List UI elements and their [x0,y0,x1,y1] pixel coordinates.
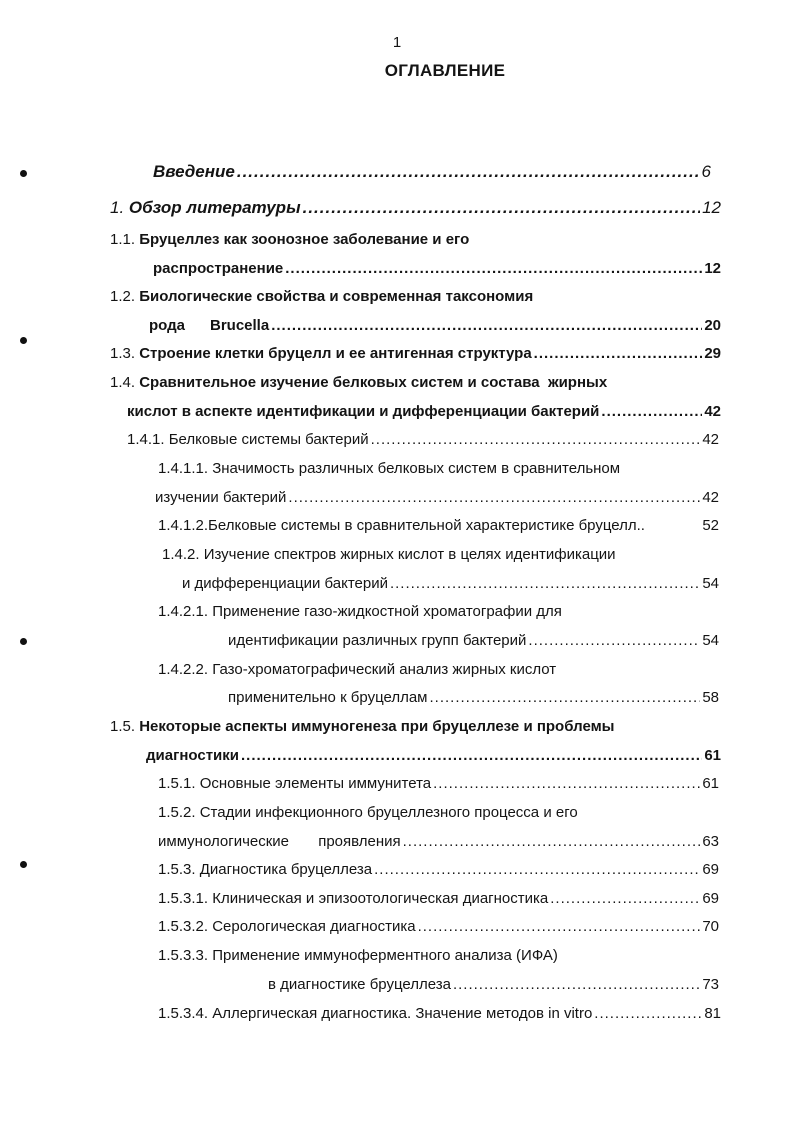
leader-dots [430,689,701,706]
toc-entry-1-1-cont[interactable] [153,260,721,277]
toc-entry-number: 1.5. [110,718,136,735]
toc-entry-text: Строение клетки бруцелл и ее антигенная структура [139,345,532,362]
toc-entry-text: 1.4.1. Белковые системы бактерий [127,431,369,448]
toc-page-number: 73 [702,976,719,993]
toc-entry-1-4-1-1[interactable] [158,460,620,477]
toc-entry-1-4-2-2[interactable] [158,661,556,678]
toc-page-number: 81 [704,1005,721,1022]
toc-page-number: 12 [704,260,721,277]
toc-page-number: 58 [702,689,719,706]
toc-page-number: 61 [704,747,721,764]
toc-page-number: 52 [702,517,719,534]
toc-page-number: 12 [702,198,721,217]
toc-entry-1-5-3-2[interactable] [158,918,719,935]
toc-entry-intro[interactable] [153,162,711,182]
toc-entry-text: 1.4.1.1. Значимость различных белковых систем в сравнительном [158,460,621,477]
toc-entry-1-5-2[interactable] [158,804,578,821]
toc-page-number: 69 [702,861,719,878]
toc-entry-number: 1.4. [110,374,136,391]
page-title: ОГЛАВЛЕНИЕ [384,61,506,80]
toc-entry-text: 1.4.2. Изучение спектров жирных кислот в целях идентификации [162,546,616,563]
toc-entry-1-2[interactable] [110,288,533,305]
toc-entry-1-3[interactable] [110,345,721,362]
leader-dots [271,317,702,334]
toc-entry-text: 1.5.3. Диагностика бруцеллеза [158,861,373,878]
leader-dots [534,345,703,362]
toc-entry-1-4-2[interactable] [162,546,616,563]
toc-entry-1-1[interactable] [110,231,469,248]
toc-entry-1-4-2-1[interactable] [158,603,562,620]
toc-page-number: 42 [702,489,719,506]
toc-entry-1-5-2-cont[interactable] [158,833,719,850]
toc-entry-text: кислот в аспекте идентификации и дифференциации бактерий [127,403,600,420]
toc-entry-text: и дифференциации бактерий [182,575,388,592]
toc-page-number: 6 [701,162,711,181]
toc-entry-text: Обзор литературы [128,198,301,217]
leader-dots [403,833,701,850]
toc-page-number: 42 [702,431,719,448]
toc-entry-text: Биологические свойства и современная таксономия [139,288,534,305]
toc-entry-text: 1.5.3.2. Серологическая диагностика [158,918,416,935]
toc-entry-text: применительно к бруцеллам [228,689,428,706]
toc-entry-1-5-3-3-cont[interactable] [268,976,719,993]
toc-page-number: 63 [702,833,719,850]
page-number: 1 [392,34,402,51]
toc-entry-text: 1.5.3.1. Клиническая и эпизоотологическая диагностика [158,890,549,907]
toc-entry-1-4-2-cont[interactable] [182,575,719,592]
toc-entry-number: 1. [110,198,125,217]
toc-page-number: 61 [702,775,719,792]
leader-dots [237,162,700,182]
toc-entry-text: диагностики [146,747,239,764]
toc-entry-text: распространение [153,260,284,277]
toc-entry-1-5-3-4[interactable] [158,1005,721,1022]
leader-dots [288,489,700,506]
toc-entry-1-4-1-1-cont[interactable] [155,489,719,506]
toc-entry-text: 1.4.2.1. Применение газо-жидкостной хроматографии для [158,603,562,620]
leader-dots [390,575,700,592]
toc-entry-text: 1.5.3.4. Аллергическая диагностика. Значение методов in vitro [158,1005,593,1022]
toc-entry-text: 1.4.1.2.Белковые системы в сравнительной характеристике бруцелл [158,517,637,534]
leader-dots [371,431,701,448]
leader-dots [241,747,702,764]
toc-entry-text: рода Brucella [149,317,270,334]
toc-entry-1-5-3[interactable] [158,861,719,878]
toc-entry-1-5-3-3[interactable] [158,947,558,964]
toc-entry-text: Введение [153,162,235,181]
toc-entry-text: Некоторые аспекты иммуногенеза при бруцеллезе и проблемы [139,718,615,735]
toc-entry-1-4-cont[interactable] [127,403,721,420]
toc-entry-1-5-cont[interactable] [146,747,721,764]
toc-page-number: 20 [704,317,721,334]
toc-entry-text: идентификации различных групп бактерий [228,632,527,649]
toc-entry-1-5-3-1[interactable] [158,890,719,907]
toc-entry-text: изучении бактерий [155,489,287,506]
leader-dots [433,775,700,792]
toc-page-number: 54 [702,575,719,592]
toc-entry-1-4-2-2-cont[interactable] [228,689,719,706]
toc-entry-1-2-cont[interactable] [149,317,721,334]
toc-entry-text: 1.5.2. Стадии инфекционного бруцеллезного процесса и его [158,804,578,821]
toc-page-number: 29 [704,345,721,362]
leader-dots [528,632,700,649]
toc-entry-text: 1.4.2.2. Газо-хроматографический анализ жирных кислот [158,661,557,678]
toc-entry-text: Бруцеллез как зоонозное заболевание и его [139,231,470,248]
toc-entry-1-5-1[interactable] [158,775,719,792]
toc-entry-text: Сравнительное изучение белковых систем и состава жирных [139,374,608,391]
leader-dots [285,260,702,277]
leader-dots [594,1005,702,1022]
toc-page-number: 42 [704,403,721,420]
toc-entry-1-5[interactable] [110,718,615,735]
toc-page-number: 69 [702,890,719,907]
toc-entry-1-4-1-2[interactable] [158,517,719,534]
leader-dots [601,403,702,420]
toc-entry-number: 1.1. [110,231,136,248]
leader-dots [418,918,701,935]
leader-dots [374,861,700,878]
leader-dots [303,198,700,218]
toc-entry-text: в диагностике бруцеллеза [268,976,451,993]
toc-entry-1[interactable] [110,198,721,218]
toc-entry-1-4-2-1-cont[interactable] [228,632,719,649]
toc-entry-1-4-1[interactable] [127,431,719,448]
toc-entry-number: 1.2. [110,288,136,305]
leader-dots [453,976,700,993]
toc-entry-text: иммунологические проявления [158,833,401,850]
toc-entry-text: 1.5.1. Основные элементы иммунитета [158,775,432,792]
toc-page-number: 70 [702,918,719,935]
toc-entry-text: 1.5.3.3. Применение иммуноферментного анализа (ИФА) [158,947,558,964]
toc-entry-number: 1.3. [110,345,136,362]
toc-page-number: 54 [702,632,719,649]
leader-dots [550,890,700,907]
leader-dots: .. [636,517,645,534]
toc-entry-1-4[interactable] [110,374,607,391]
